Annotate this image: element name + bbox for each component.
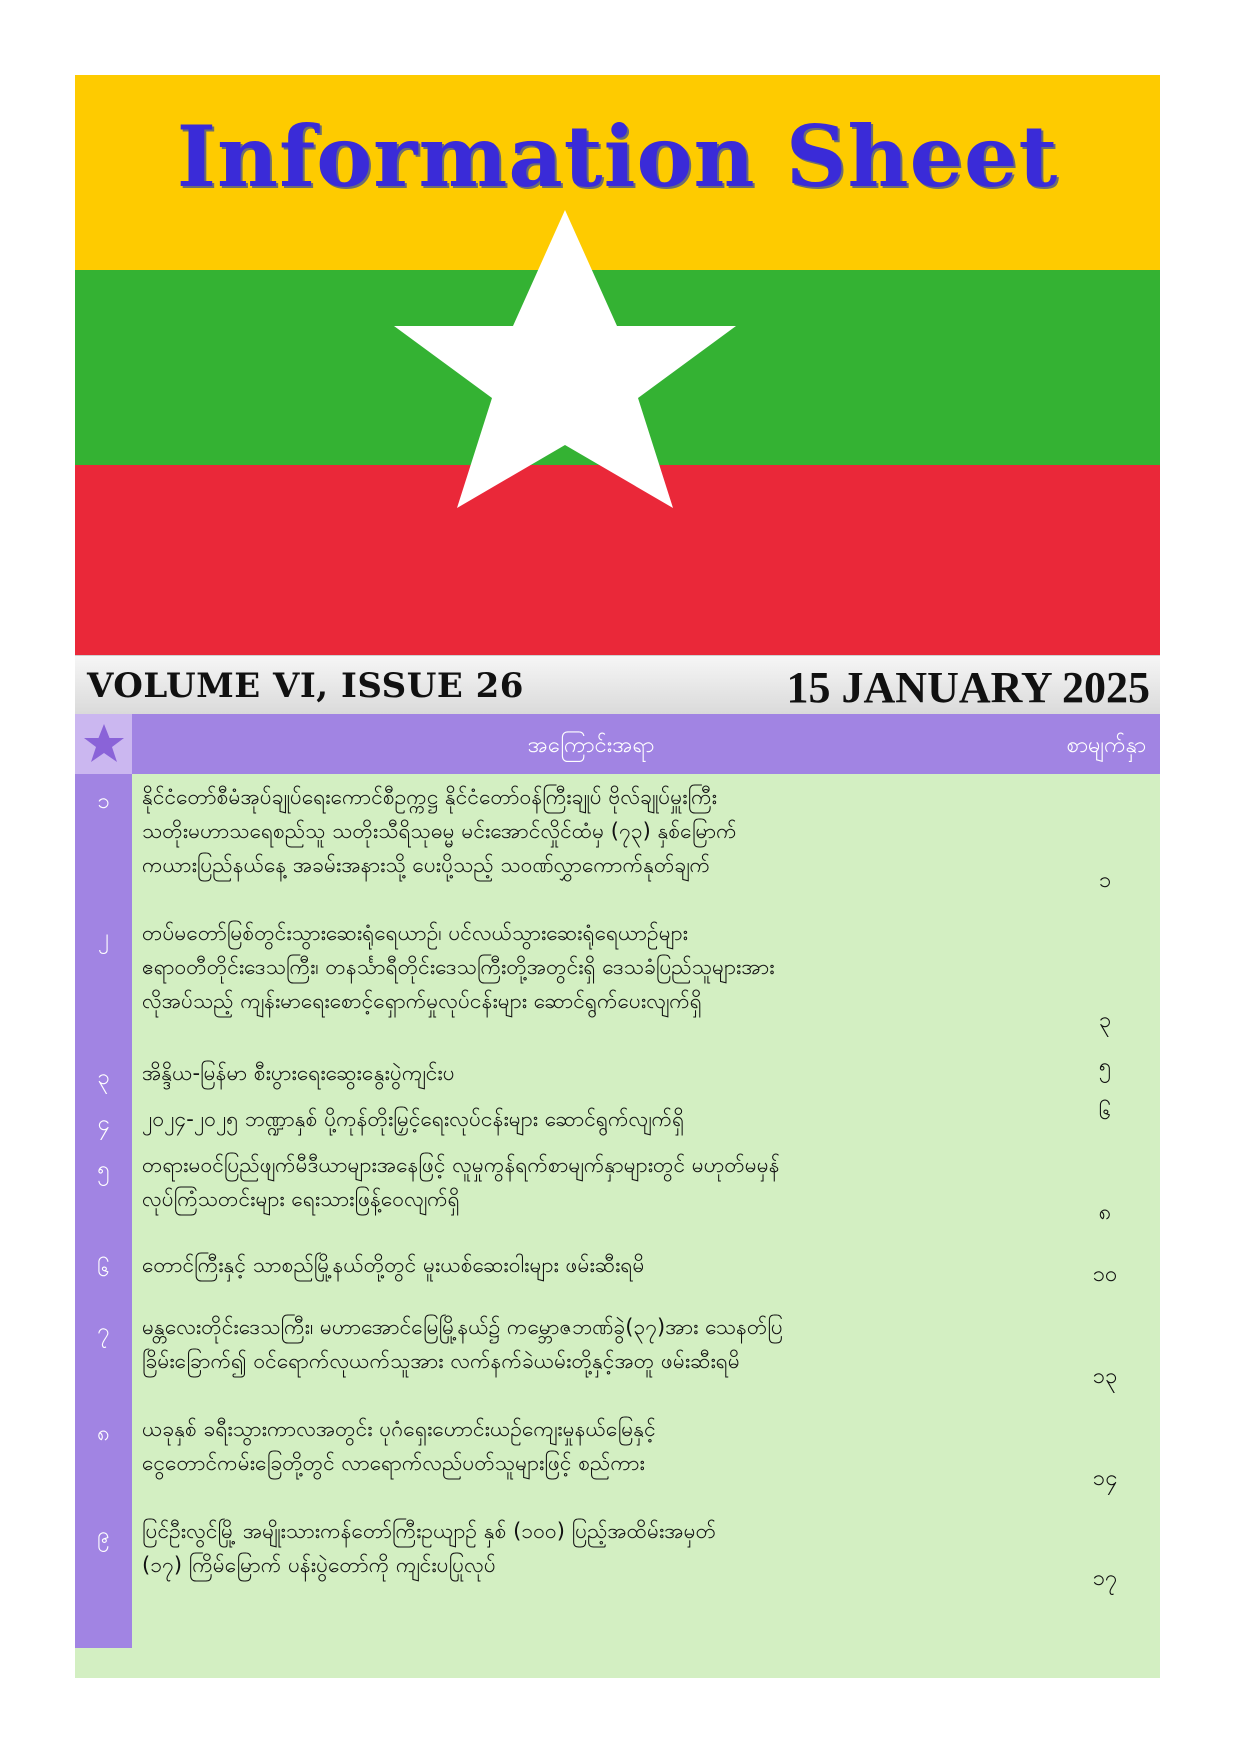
toc-entry-number: ၂ bbox=[75, 910, 132, 1050]
toc-entry-page: ၈ bbox=[1098, 1200, 1112, 1225]
toc-entry-title-line: ယခုနှစ် ခရီးသွားကာလအတွင်း ပုဂံရှေးဟောင်းယဉ်ကျေးမှုနယ်မြေနှင့် bbox=[142, 1417, 656, 1441]
toc-rows bbox=[75, 774, 1160, 1678]
toc-entry-title-line: (၁၇) ကြိမ်မြောက် ပန်းပွဲတော်ကို ကျင်းပပြုလုပ် bbox=[142, 1553, 496, 1577]
toc-entry-page: ၁၀ bbox=[1092, 1262, 1118, 1287]
toc-entry-title-line: ဧရာဝတီတိုင်းဒေသကြီး၊ တနင်္သာရီတိုင်းဒေသကြီးတို့အတွင်းရှိ ဒေသခံပြည်သူများအား bbox=[142, 955, 775, 979]
toc-entry-title-line: တရားမဝင်ပြည်ဖျက်မီဒီယာများအနေဖြင့် လူမှုကွန်ရက်စာမျက်နှာများတွင် မဟုတ်မမှန် bbox=[142, 1153, 780, 1177]
issue-date: 15 JANUARY 2025 bbox=[786, 663, 1150, 712]
toc-entry-title bbox=[132, 1242, 1050, 1304]
toc-entry-number: ၈ bbox=[75, 1406, 132, 1508]
toc-entry-number: ၄ bbox=[75, 1096, 132, 1142]
volume-date-bar bbox=[75, 655, 1160, 714]
toc-entry-number: ၃ bbox=[75, 1050, 132, 1096]
toc-column-title: အကြောင်းအရာ bbox=[527, 733, 655, 758]
toc-entry-number: ၇ bbox=[75, 1304, 132, 1406]
toc-header bbox=[75, 714, 1160, 774]
toc-entry-page: ၁၄ bbox=[1092, 1466, 1118, 1491]
toc-entry[interactable] bbox=[75, 1142, 1160, 1242]
toc-entry-title-line: တောင်ကြီးနှင့် သာစည်မြို့နယ်တို့တွင် မူးယစ်ဆေးဝါးများ ဖမ်းဆီးရမိ bbox=[142, 1253, 645, 1277]
toc-entry-title bbox=[132, 910, 1050, 1050]
toc-entry-number: ၁ bbox=[75, 774, 132, 910]
toc-entry-title-line: နိုင်ငံတော်စီမံအုပ်ချုပ်ရေးကောင်စီဥက္ကဋ္ဌ နိုင်ငံတော်ဝန်ကြီးချုပ် ဗိုလ်ချုပ်မှူးကြီး bbox=[142, 785, 717, 809]
toc-entry-title bbox=[132, 1142, 1050, 1242]
toc-entry-number: ၉ bbox=[75, 1508, 132, 1608]
toc-entry-number: ၆ bbox=[75, 1242, 132, 1304]
toc-footer-strip bbox=[75, 1608, 1160, 1648]
toc-entry-title-line: လိုအပ်သည့် ကျန်းမာရေးစောင့်ရှောက်မှုလုပ်ငန်းများ ဆောင်ရွက်ပေးလျက်ရှိ bbox=[142, 989, 702, 1013]
toc-entry-number: ၅ bbox=[75, 1142, 132, 1242]
toc-entry[interactable] bbox=[75, 1304, 1160, 1406]
cover-page bbox=[75, 75, 1160, 1678]
toc-entry-page: ၁၇ bbox=[1092, 1566, 1118, 1591]
toc-entry-title-line: မန္တလေးတိုင်းဒေသကြီး၊ မဟာအောင်မြေမြို့နယ်၌ ကမ္ဘောဇဘဏ်ခွဲ(၃၇)အား သေနတ်ပြ bbox=[142, 1315, 783, 1339]
toc-entry-title-line: သတိုးမဟာသရေစည်သူ သတိုးသီရိသုဓမ္မ မင်းအောင်လှိုင်ထံမှ (၇၃) နှစ်မြောက် bbox=[142, 819, 737, 843]
toc-entry-title bbox=[132, 1050, 1050, 1096]
toc-entry-title-line: ကယားပြည်နယ်နေ့ အခမ်းအနားသို့ ပေးပို့သည့် သဝဏ်လွှာကောက်နုတ်ချက် bbox=[142, 853, 711, 877]
myanmar-flag bbox=[75, 75, 1160, 655]
toc-entry-title-line: ငွေတောင်ကမ်းခြေတို့တွင် လာရောက်လည်ပတ်သူများဖြင့် စည်ကား bbox=[142, 1451, 645, 1475]
volume-issue: VOLUME VI, ISSUE 26 bbox=[87, 666, 524, 706]
toc-entry[interactable] bbox=[75, 1096, 1160, 1142]
toc-entry-title-line: ပြင်ဦးလွင်မြို့ အမျိုးသားကန်တော်ကြီးဥယျာဉ် နှစ် (၁၀၀) ပြည့်အထိမ်းအမှတ် bbox=[142, 1519, 717, 1543]
toc-entry-page: ၆ bbox=[1098, 1100, 1112, 1125]
toc-entry[interactable] bbox=[75, 1050, 1160, 1096]
toc-entry[interactable] bbox=[75, 774, 1160, 910]
toc-entry-title bbox=[132, 1096, 1050, 1142]
toc-entry-page: ၃ bbox=[1098, 1008, 1112, 1033]
toc-entry-title bbox=[132, 1304, 1050, 1406]
toc-entry-title-line: ခြိမ်းခြောက်၍ ဝင်ရောက်လုယက်သူအား လက်နက်ခဲယမ်းတို့နှင့်အတူ ဖမ်းဆီးရမိ bbox=[142, 1349, 740, 1373]
toc-entry[interactable] bbox=[75, 1508, 1160, 1608]
toc-entry[interactable] bbox=[75, 910, 1160, 1050]
toc-entry-page: ၁၃ bbox=[1092, 1364, 1118, 1389]
toc-entry-title-line: တပ်မတော်မြစ်တွင်းသွားဆေးရုံရေယာဉ်၊ ပင်လယ်သွားဆေးရုံရေယာဉ်များ bbox=[142, 921, 688, 945]
toc-column-page: စာမျက်နှာ bbox=[1066, 733, 1146, 758]
toc-entry-page: ၅ bbox=[1098, 1054, 1112, 1079]
sheet-title: Information Sheet bbox=[176, 107, 1059, 206]
toc-entry-title-line: ၂၀၂၄-၂၀၂၅ ဘဏ္ဍာနှစ် ပို့ကုန်တိုးမြှင့်ရေးလုပ်ငန်းများ ဆောင်ရွက်လျက်ရှိ bbox=[142, 1107, 685, 1131]
toc-entry-title bbox=[132, 1406, 1050, 1508]
toc-entry[interactable] bbox=[75, 1406, 1160, 1508]
toc-entry-title bbox=[132, 1508, 1050, 1608]
toc-entry-title-line: လုပ်ကြံသတင်းများ ရေးသားဖြန့်ဝေလျက်ရှိ bbox=[142, 1187, 460, 1211]
toc-entry-page: ၁ bbox=[1098, 868, 1112, 893]
toc-entry-title-line: အိန္ဒိယ-မြန်မာ စီးပွားရေးဆွေးနွေးပွဲကျင်းပ bbox=[142, 1061, 455, 1085]
toc-star-icon bbox=[75, 714, 132, 774]
table-of-contents bbox=[75, 714, 1160, 1678]
toc-entry-title bbox=[132, 774, 1050, 910]
toc-entry[interactable] bbox=[75, 1242, 1160, 1304]
